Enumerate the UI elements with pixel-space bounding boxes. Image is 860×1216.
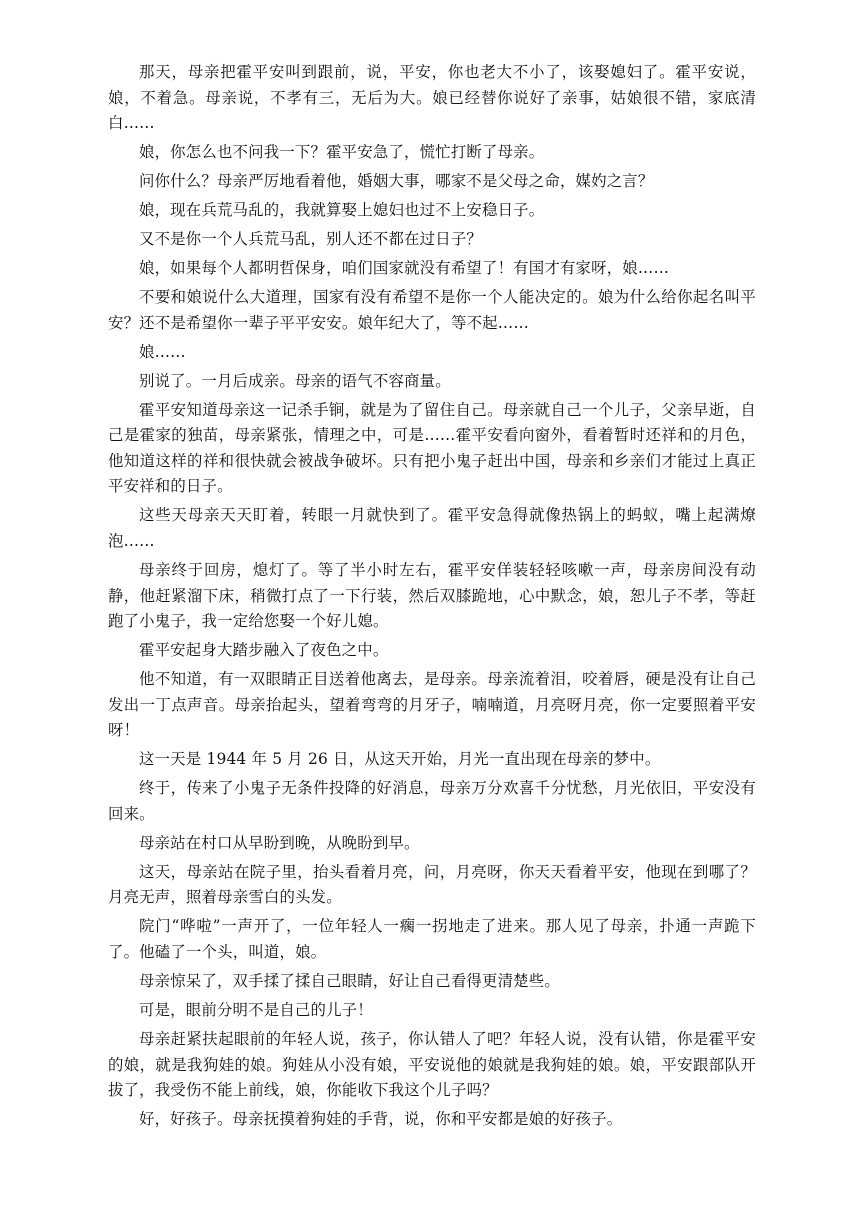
- paragraph: 娘，你怎么也不问我一下？霍平安急了，慌忙打断了母亲。: [139, 143, 545, 162]
- paragraph: 他不知道，有一双眼睛正目送着他离去，是母亲。母亲流着泪，咬着唇，硬是没有让自己发出一丁点声音。母亲抬起头，望着弯弯的月牙子，喃喃道，月亮呀月亮，你一定要照着平安呀！: [108, 670, 756, 740]
- paragraph: 别说了。一月后成亲。母亲的语气不容商量。: [139, 371, 451, 390]
- paragraph: 母亲赶紧扶起眼前的年轻人说，孩子，你认错人了吧？年轻人说，没有认错，你是霍平安的娘，就是我狗娃的娘。狗娃从小没有娘，平安说他的娘就是我狗娃的娘。娘，平安跟部队开拔了，我受伤不能上前线，娘，你能收下我这个儿子吗？: [108, 1029, 756, 1100]
- paragraph: 这一天是 1944 年 5 月 26 日，从这天开始，月光一直出现在母亲的梦中。: [139, 750, 661, 769]
- paragraph: 娘……: [139, 342, 186, 361]
- paragraph: 母亲终于回房，熄灯了。等了半小时左右，霍平安佯装轻轻咳嗽一声，母亲房间没有动静，他赶紧溜下床，稍微打点了一下行装，然后双膝跪地，心中默念，娘，恕儿子不孝，等赶跑了小鬼子，我一定给您娶一个好儿媳。: [108, 560, 756, 631]
- paragraph: 好，好孩子。母亲抚摸着狗娃的手背，说，你和平安都是娘的好孩子。: [139, 1110, 623, 1129]
- paragraph: 不要和娘说什么大道理，国家有没有希望不是你一个人能决定的。娘为什么给你起名叫平安？还不是希望你一辈子平平安安。娘年纪大了，等不起……: [108, 288, 756, 332]
- paragraph: 这些天母亲天天盯着，转眼一月就快到了。霍平安急得就像热锅上的蚂蚁，嘴上起满燎泡……: [108, 506, 756, 550]
- paragraph: 院门“哗啦”一声开了，一位年轻人一瘸一拐地走了进来。那人见了母亲，扑通一声跪下了。他磕了一个头，叫道，娘。: [108, 917, 756, 962]
- paragraph: 那天，母亲把霍平安叫到跟前，说，平安，你也老大不小了，该娶媳妇了。霍平安说，娘，不着急。母亲说，不孝有三，无后为大。娘已经替你说好了亲事，姑娘很不错，家底清白……: [108, 63, 756, 133]
- paragraph: 又不是你一个人兵荒马乱，别人还不都在过日子？: [139, 230, 482, 249]
- paragraph: 可是，眼前分明不是自己的儿子！: [139, 1001, 373, 1019]
- paragraph: 问你什么？母亲严厉地看着他，婚姻大事，哪家不是父母之命，媒妁之言？: [139, 172, 654, 191]
- paragraph: 母亲站在村口从早盼到晚，从晚盼到早。: [139, 833, 420, 852]
- story-text: [108, 60, 756, 1136]
- paragraph: 终于，传来了小鬼子无条件投降的好消息，母亲万分欢喜千分忧愁，月光依旧，平安没有回来。: [108, 779, 756, 823]
- paragraph: 娘，现在兵荒马乱的，我就算娶上媳妇也过不上安稳日子。: [139, 201, 545, 220]
- paragraph: 娘，如果每个人都明哲保身，咱们国家就没有希望了！有国才有家呀，娘……: [139, 259, 670, 278]
- paragraph: 母亲惊呆了，双手揉了揉自己眼睛，好让自己看得更清楚些。: [139, 972, 560, 991]
- paragraph: 这天，母亲站在院子里，抬头看着月亮，问，月亮呀，你天天看着平安，他现在到哪了？月亮无声，照着母亲雪白的头发。: [108, 862, 756, 907]
- paragraph: 霍平安起身大踏步融入了夜色之中。: [139, 641, 389, 660]
- paragraph: 霍平安知道母亲这一记杀手锏，就是为了留住自己。母亲就自己一个儿子，父亲早逝，自己是霍家的独苗，母亲紧张，情理之中，可是……霍平安看向窗外，看着暂时还祥和的月色，他知道这样的祥和很快就会被战争破坏。只有把小鬼子赶出中国，母亲和乡亲们才能过上真正平安祥和的日子。: [108, 400, 756, 496]
